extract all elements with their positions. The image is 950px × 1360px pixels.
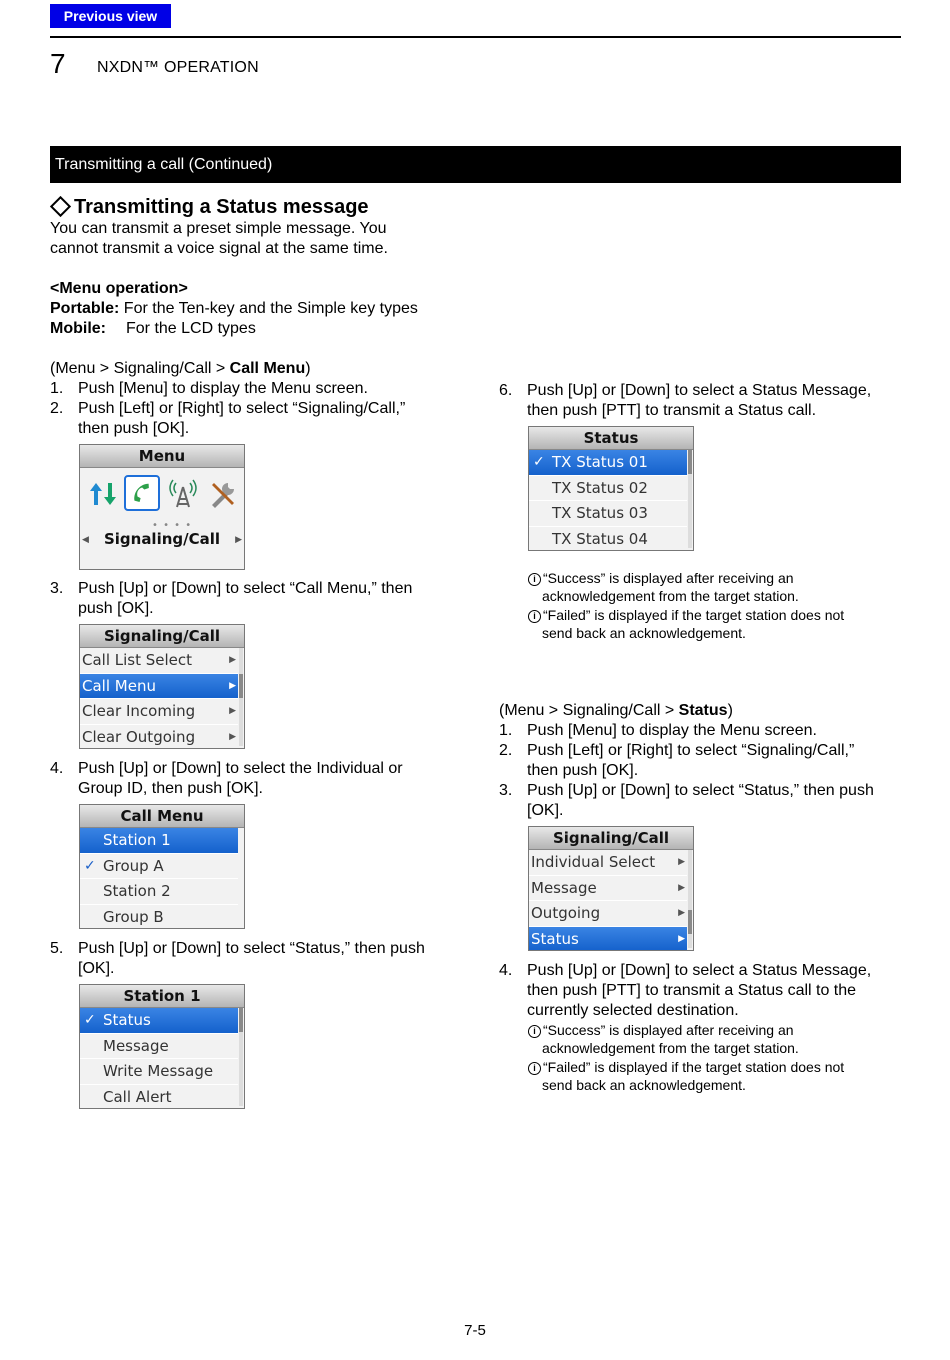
left-menu-path: (Menu > Signaling/Call > Call Menu) [50, 360, 311, 377]
signaling-call-screen-1 [79, 624, 245, 749]
right-arrow-icon: ▶ [235, 535, 242, 545]
phone-icon[interactable] [124, 475, 160, 511]
chevron-right-icon: ▶ [229, 655, 236, 665]
scrollbar[interactable] [688, 850, 692, 948]
right-step-1: 1. Push [Menu] to display the Menu screen. [499, 722, 817, 739]
check-icon: ✓ [84, 1012, 96, 1028]
chevron-right-icon: ▶ [229, 731, 236, 742]
right-step-6: 6. Push [Up] or [Down] to select a Status Message, then push [PTT] to transmit a Status call. [499, 382, 872, 419]
list-item[interactable]: Message ▶ [529, 876, 687, 902]
info-icon: i [528, 573, 541, 586]
chevron-right-icon: ▶ [229, 680, 236, 691]
chevron-right-icon: ▶ [678, 908, 685, 918]
check-icon: ✓ [533, 454, 545, 470]
list-item[interactable]: Outgoing ▶ [529, 901, 687, 927]
section-bar: Transmitting a call (Continued) [50, 146, 901, 183]
right-menu-path: (Menu > Signaling/Call > Status) [499, 702, 733, 719]
list-item[interactable]: Call Alert [80, 1085, 238, 1110]
list-item[interactable]: Clear Incoming ▶ [80, 699, 238, 725]
list-item-selected[interactable]: Station 1 [80, 828, 238, 854]
mobile-label: Mobile: [50, 320, 106, 337]
left-step-4: 4. Push [Up] or [Down] to select the Individual or Group ID, then push [OK]. [50, 760, 403, 797]
left-step-5: 5. Push [Up] or [Down] to select “Status,” then push [OK]. [50, 940, 425, 977]
chevron-right-icon: ▶ [678, 857, 685, 867]
signaling-call-screen-2 [528, 826, 694, 951]
scrollbar[interactable] [688, 450, 692, 548]
tools-icon [206, 477, 240, 511]
call-menu-screen [79, 804, 245, 929]
note-failed-b: i “Failed” is displayed if the target station does not send back an acknowledgement. [528, 1058, 888, 1094]
list-item[interactable]: Call List Select ▶ [80, 648, 238, 674]
left-step-3: 3. Push [Up] or [Down] to select “Call Menu,” then push [OK]. [50, 580, 413, 617]
menu-screen [79, 444, 245, 570]
list-item-selected[interactable]: Call Menu ▶ [80, 674, 238, 700]
info-icon: i [528, 610, 541, 623]
list-item[interactable]: Group B [80, 905, 238, 930]
right-step-2: 2. Push [Left] or [Right] to select “Signaling/Call,” then push [OK]. [499, 742, 855, 779]
screen-title: Signaling/Call [80, 625, 244, 648]
chevron-right-icon: ▶ [678, 882, 685, 893]
portable-text: For the Ten-key and the Simple key types [123, 300, 418, 317]
list-item[interactable]: Write Message [80, 1059, 238, 1085]
scrollbar[interactable] [239, 1008, 243, 1106]
list-item[interactable]: Clear Outgoing ▶ [80, 725, 238, 750]
list-item[interactable]: Individual Select ▶ [529, 850, 687, 876]
menu-screen-title: Menu [80, 445, 244, 468]
list-item[interactable]: Station 2 [80, 879, 238, 905]
left-arrow-icon: ◀ [82, 535, 89, 545]
menu-operation-title: <Menu operation> [50, 280, 188, 297]
list-item[interactable]: ✓ Group A [80, 854, 238, 880]
list-item[interactable]: Message [80, 1034, 238, 1060]
check-icon: ✓ [84, 857, 96, 874]
screen-title: Signaling/Call [529, 827, 693, 850]
info-icon: i [528, 1025, 541, 1038]
screen-title: Status [529, 427, 693, 450]
mobile-text: For the LCD types [126, 320, 256, 337]
menu-selected-name: Signaling/Call [103, 530, 221, 548]
screen-title: Station 1 [80, 985, 244, 1008]
intro-line-1: You can transmit a preset simple message. You [50, 220, 387, 237]
list-item-selected[interactable]: ✓ Status [80, 1008, 238, 1034]
page-number: 7-5 [464, 1322, 486, 1339]
station-1-screen [79, 984, 245, 1109]
intro-line-2: cannot transmit a voice signal at the same time. [50, 240, 388, 257]
section-heading [50, 195, 369, 219]
info-icon: i [528, 1062, 541, 1075]
menu-icon-row [80, 473, 244, 517]
page-dots: • • • • [152, 520, 193, 531]
diamond-icon [50, 196, 71, 217]
antenna-icon [166, 477, 200, 511]
list-item[interactable]: TX Status 04 [529, 527, 687, 552]
status-screen [528, 426, 694, 551]
list-item-selected[interactable]: ✓ TX Status 01 [529, 450, 687, 476]
left-step-2: 2. Push [Left] or [Right] to select “Signaling/Call,” then push [OK]. [50, 400, 406, 437]
arrows-icon [86, 477, 120, 511]
list-item[interactable]: TX Status 03 [529, 501, 687, 527]
chapter-title: NXDN™ OPERATION [97, 59, 259, 76]
portable-line [50, 299, 418, 319]
note-success-a: i “Success” is displayed after receiving an acknowledgement from the target station. [528, 569, 888, 605]
chevron-right-icon: ▶ [678, 933, 685, 944]
note-success-b: i “Success” is displayed after receiving an acknowledgement from the target station. [528, 1021, 888, 1057]
note-failed-a: i “Failed” is displayed if the target station does not send back an acknowledgement. [528, 606, 888, 642]
screen-title: Call Menu [80, 805, 244, 828]
left-step-1: 1. Push [Menu] to display the Menu screen. [50, 380, 368, 397]
right-step-4: 4. Push [Up] or [Down] to select a Status Message, then push [PTT] to transmit a Status call to the currently selected destination. [499, 962, 872, 1019]
previous-view-button[interactable]: Previous view [50, 4, 171, 28]
top-divider [50, 36, 901, 38]
list-item-selected[interactable]: Status ▶ [529, 927, 687, 952]
mobile-line [50, 319, 256, 339]
portable-label: Portable: [50, 300, 120, 317]
chapter-number: 7 [50, 48, 66, 79]
chevron-right-icon: ▶ [229, 706, 236, 716]
section-heading-text: Transmitting a Status message [74, 196, 369, 218]
scrollbar[interactable] [239, 648, 243, 746]
right-step-3: 3. Push [Up] or [Down] to select “Status,” then push [OK]. [499, 782, 874, 819]
list-item[interactable]: TX Status 02 [529, 476, 687, 502]
